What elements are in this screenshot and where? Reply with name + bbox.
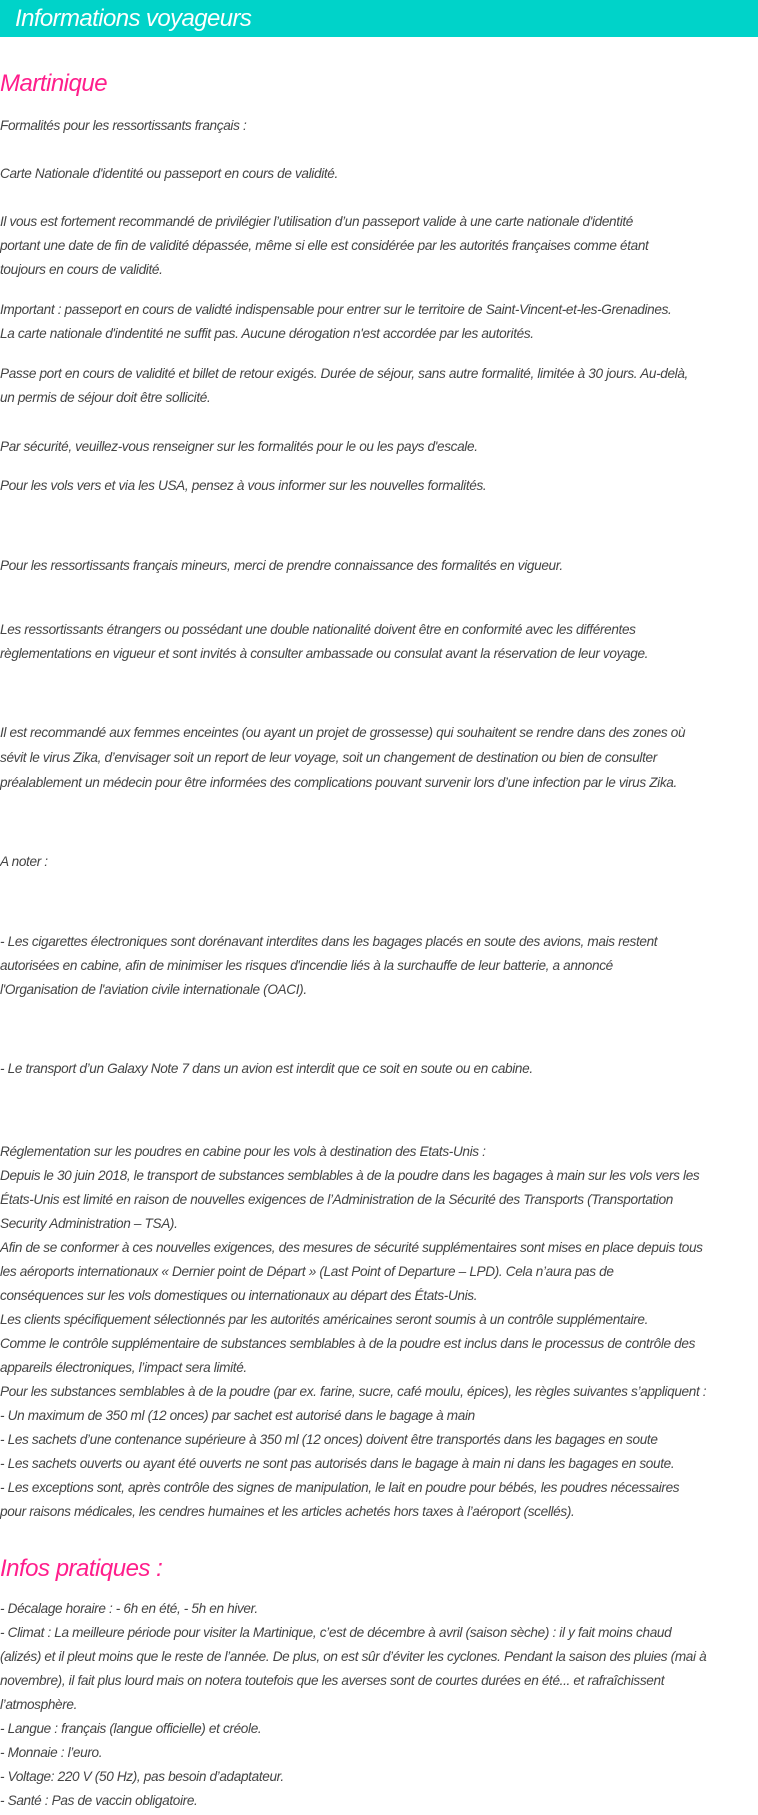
text-line: pour raisons médicales, les cendres humaines et les articles achetés hors taxes à l’aéroport (scellés). [0, 1504, 575, 1519]
text-line: Carte Nationale d'identité ou passeport en cours de validité. [0, 166, 338, 181]
text-line: Réglementation sur les poudres en cabine pour les vols à destination des Etats-Unis : [0, 1144, 486, 1159]
text-line: règlementations en vigueur et sont invités à consulter ambassade ou consulat avant la réservation de leur voyage. [0, 646, 649, 661]
text-line: Important : passeport en cours de validté indispensable pour entrer sur le territoire de Saint-Vincent-et-les-Grenadines. [0, 302, 672, 317]
paragraph-foreign-nationals-note [0, 618, 758, 666]
header-banner [0, 0, 758, 37]
info-line: - Langue : français (langue officielle) et créole. [0, 1721, 262, 1736]
paragraph-e-cigarettes-note [0, 930, 758, 1002]
text-line: conséquences sur les vols domestiques ou internationaux au départ des États-Unis. [0, 1288, 478, 1303]
paragraph-powder-regulation [0, 1140, 758, 1524]
info-line: novembre), il fait plus lourd mais on notera toutefois que les averses sont de courtes durées en été... et rafraîchissent [0, 1673, 665, 1688]
text-line: - Les exceptions sont, après contrôle des signes de manipulation, le lait en poudre pour bébés, les poudres nécessaires [0, 1480, 680, 1495]
page-title: Informations voyageurs [15, 5, 252, 32]
text-line: - Un maximum de 350 ml (12 onces) par sachet est autorisé dans le bagage à main [0, 1408, 475, 1423]
text-line: Les ressortissants étrangers ou possédant une double nationalité doivent être en conformité avec les différentes [0, 622, 636, 637]
text-line: A noter : [0, 854, 48, 869]
paragraph-minors-note [0, 554, 758, 578]
text-line: toujours en cours de validité. [0, 262, 163, 277]
info-line: - Voltage: 220 V (50 Hz), pas besoin d’adaptateur. [0, 1769, 284, 1784]
text-line: l'Organisation de l'aviation civile internationale (OACI). [0, 982, 307, 997]
text-line: sévit le virus Zika, d’envisager soit un report de leur voyage, soit un changement de destination ou bien de consulter [0, 750, 657, 765]
paragraph-id-requirement [0, 162, 758, 186]
text-line: Il vous est fortement recommandé de privilégier l’utilisation d’un passeport valide à une carte nationale d'identité [0, 214, 634, 229]
text-line: préalablement un médecin pour être informées des complications pouvant survenir lors d’une infection par le virus Zika. [0, 775, 677, 790]
text-line: Afin de se conformer à ces nouvelles exigences, des mesures de sécurité supplémentaires sont mises en place depuis tous [0, 1240, 703, 1255]
text-line: Par sécurité, veuillez-vous renseigner sur les formalités pour le ou les pays d'escale. [0, 439, 478, 454]
section-title-martinique: Martinique [0, 70, 108, 97]
info-line: l’atmosphère. [0, 1697, 78, 1712]
text-line: appareils électroniques, l’impact sera limité. [0, 1360, 247, 1375]
paragraph-note-heading [0, 850, 758, 874]
text-line: Passe port en cours de validité et billet de retour exigés. Durée de séjour, sans autre formalité, limitée à 30 jours. Au-delà, [0, 366, 688, 381]
paragraph-passport-recommendation [0, 210, 758, 282]
text-line: - Les sachets d’une contenance supérieure à 350 ml (12 onces) doivent être transportés dans les bagages en soute [0, 1432, 658, 1447]
section-title-infos-pratiques: Infos pratiques : [0, 1555, 163, 1582]
text-line: Comme le contrôle supplémentaire de substances semblables à de la poudre est inclus dans le processus de contrôle des [0, 1336, 696, 1351]
paragraph-important-notice [0, 298, 758, 346]
paragraph-zika-warning [0, 720, 758, 795]
paragraph-formalites-intro [0, 114, 758, 138]
text-line: États-Unis est limité en raison de nouvelles exigences de l’Administration de la Sécurité des Transports (Transportation [0, 1192, 674, 1207]
text-line: Pour les ressortissants français mineurs, merci de prendre connaissance des formalités en vigueur. [0, 558, 563, 573]
info-line: (alizés) et il pleut moins que le reste de l’année. De plus, on est sûr d’éviter les cyclones. Pendant la saison des pluies (mai à [0, 1649, 707, 1664]
paragraph-galaxy-note7-note [0, 1057, 758, 1081]
text-line: - Les sachets ouverts ou ayant été ouverts ne sont pas autorisés dans le bagage à main ni dans les bagages en soute. [0, 1456, 675, 1471]
text-line: Il est recommandé aux femmes enceintes (ou ayant un projet de grossesse) qui souhaitent se rendre dans des zones où [0, 725, 686, 740]
paragraph-stopover-advice [0, 435, 758, 459]
text-line: Depuis le 30 juin 2018, le transport de substances semblables à de la poudre dans les bagages à main sur les vols vers les [0, 1168, 700, 1183]
info-line: - Climat : La meilleure période pour visiter la Martinique, c’est de décembre à avril (saison sèche) : il y fait moins chaud [0, 1625, 672, 1640]
info-line: - Monnaie : l’euro. [0, 1745, 103, 1760]
text-line: portant une date de fin de validité dépassée, même si elle est considérée par les autorités françaises comme étant [0, 238, 649, 253]
infos-pratiques-list [0, 1597, 758, 1813]
text-line: Les clients spécifiquement sélectionnés par les autorités américaines seront soumis à un contrôle supplémentaire. [0, 1312, 649, 1327]
text-line: - Les cigarettes électroniques sont dorénavant interdites dans les bagages placés en soute des avions, mais restent [0, 934, 658, 949]
text-line: Formalités pour les ressortissants français : [0, 118, 247, 133]
info-line: - Santé : Pas de vaccin obligatoire. [0, 1793, 198, 1808]
text-line: La carte nationale d'indentité ne suffit pas. Aucune dérogation n'est accordée par les autorités. [0, 326, 534, 341]
text-line: autorisées en cabine, afin de minimiser les risques d'incendie liés à la surchauffe de leur batterie, a annoncé [0, 958, 613, 973]
text-line: - Le transport d’un Galaxy Note 7 dans un avion est interdit que ce soit en soute ou en cabine. [0, 1061, 533, 1076]
paragraph-passport-return-ticket [0, 362, 758, 410]
text-line: Pour les vols vers et via les USA, pensez à vous informer sur les nouvelles formalités. [0, 478, 487, 493]
text-line: Pour les substances semblables à de la poudre (par ex. farine, sucre, café moulu, épices), les règles suivantes s’appliquent : [0, 1384, 707, 1399]
info-line: - Décalage horaire : - 6h en été, - 5h en hiver. [0, 1601, 258, 1616]
text-line: Security Administration – TSA). [0, 1216, 178, 1231]
text-line: les aéroports internationaux « Dernier point de Départ » (Last Point of Departure – LPD). Cela n’aura pas de [0, 1264, 614, 1279]
text-line: un permis de séjour doit être sollicité. [0, 390, 211, 405]
paragraph-usa-flights-note [0, 474, 758, 498]
